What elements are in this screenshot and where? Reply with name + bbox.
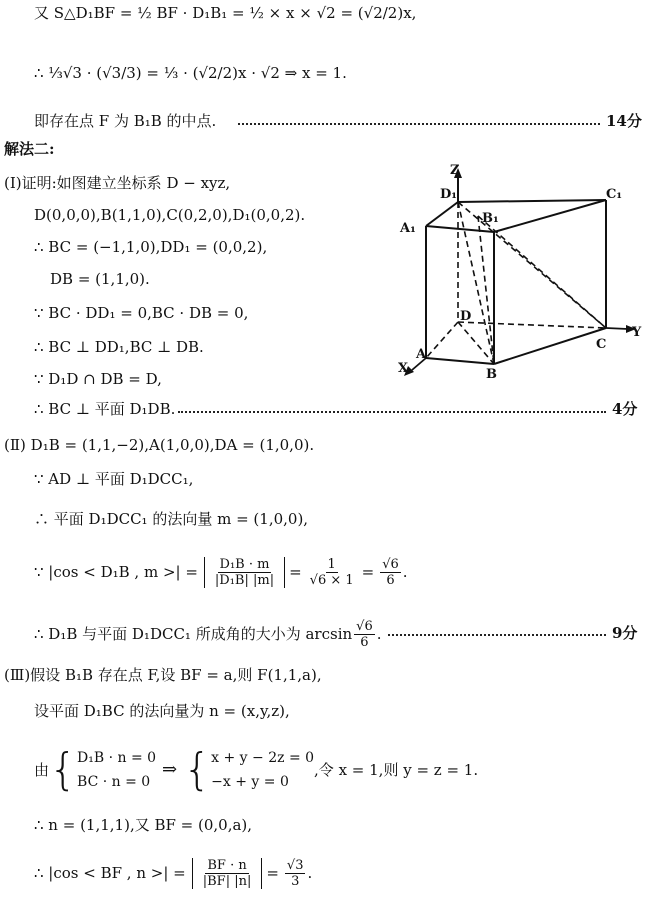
part2-vectors: (Ⅱ) D₁B = (1,1,−2),A(1,0,0),DA = (1,0,0). <box>4 436 315 454</box>
label-y: Y <box>632 325 642 340</box>
part3-assumption: (Ⅲ)假设 B₁B 存在点 F,设 BF = a,则 F(1,1,a), <box>4 666 322 684</box>
part1-perpendicular: ∴ BC ⊥ DD₁,BC ⊥ DB. <box>34 338 204 356</box>
label-b: B <box>486 367 497 380</box>
part2-cosine: ∵ |cos < D₁B , m >| = $\frac{\text{D₁B · m}}{\text{|D₁B| |m|}}$ = $\frac{1}{√6 \times 1}$ = $\frac{√6}{6}$ . <box>34 556 408 588</box>
part2-perpendicular: ∵ AD ⊥ 平面 D₁DCC₁, <box>34 470 194 488</box>
label-a: A <box>416 347 427 362</box>
part3-normal-setup: 设平面 D₁BC 的法向量为 n = (x,y,z), <box>34 702 290 720</box>
prism-figure <box>392 158 648 380</box>
part1-vectors: ∴ BC = (−1,1,0),DD₁ = (0,0,2), <box>34 238 268 256</box>
score-14: 14分 <box>606 112 642 130</box>
part1-intro: (Ⅰ)证明:如图建立坐标系 D − xyz, <box>4 174 231 192</box>
part1-intersection: ∵ D₁D ∩ DB = D, <box>34 370 162 388</box>
part1-dot-products: ∵ BC · DD₁ = 0,BC · DB = 0, <box>34 304 249 322</box>
label-d1: D₁ <box>440 187 457 202</box>
dotted-leader <box>238 123 600 125</box>
score-9: 9分 <box>612 624 638 642</box>
part1-vector-db: DB = (1,1,0). <box>50 270 150 288</box>
dotted-leader <box>388 634 606 636</box>
label-c: C <box>596 337 607 352</box>
label-d: D <box>460 309 472 324</box>
area-formula-line: 又 S△D₁BF = ½ BF · D₁B₁ = ½ × x × √2 = (√2/2)x, <box>34 4 417 22</box>
part2-normal-vector: ∴ 平面 D₁DCC₁ 的法向量 m = (1,0,0), <box>34 510 309 528</box>
dotted-leader <box>178 411 606 413</box>
part3-normal-result: ∴ n = (1,1,1),又 BF = (0,0,a), <box>34 816 253 834</box>
label-a1: A₁ <box>400 221 416 236</box>
method-two-heading: 解法二: <box>4 140 55 158</box>
score-4: 4分 <box>612 400 638 418</box>
label-b1: B₁ <box>482 211 499 226</box>
part3-system: 由 { D₁B · n = 0 BC · n = 0 ⇒ { x + y − 2z = 0 −x + y = 0 ,令 x = 1,则 y = z = 1. <box>34 744 479 795</box>
label-c1: C₁ <box>606 187 623 202</box>
part2-angle: ∴ D₁B 与平面 D₁DCC₁ 所成角的大小为 arcsin $\frac{√6}{6}$ . <box>34 618 382 650</box>
part1-conclusion: ∴ BC ⊥ 平面 D₁DB. <box>34 400 176 418</box>
conclusion-midpoint-line: 即存在点 F 为 B₁B 的中点. <box>34 112 217 130</box>
part1-coordinates: D(0,0,0),B(1,1,0),C(0,2,0),D₁(0,0,2). <box>34 206 306 224</box>
label-x: X <box>398 361 409 376</box>
part3-cosine: ∴ |cos < BF , n >| = $\frac{BF \cdot n}{|BF| |n|}$ = $\frac{√3}{3}$ . <box>34 857 313 889</box>
solve-x-line: ∴ ⅓√3 · (√3/3) = ⅓ · (√2/2)x · √2 ⇒ x = 1. <box>34 64 347 82</box>
label-z: Z <box>450 163 460 178</box>
